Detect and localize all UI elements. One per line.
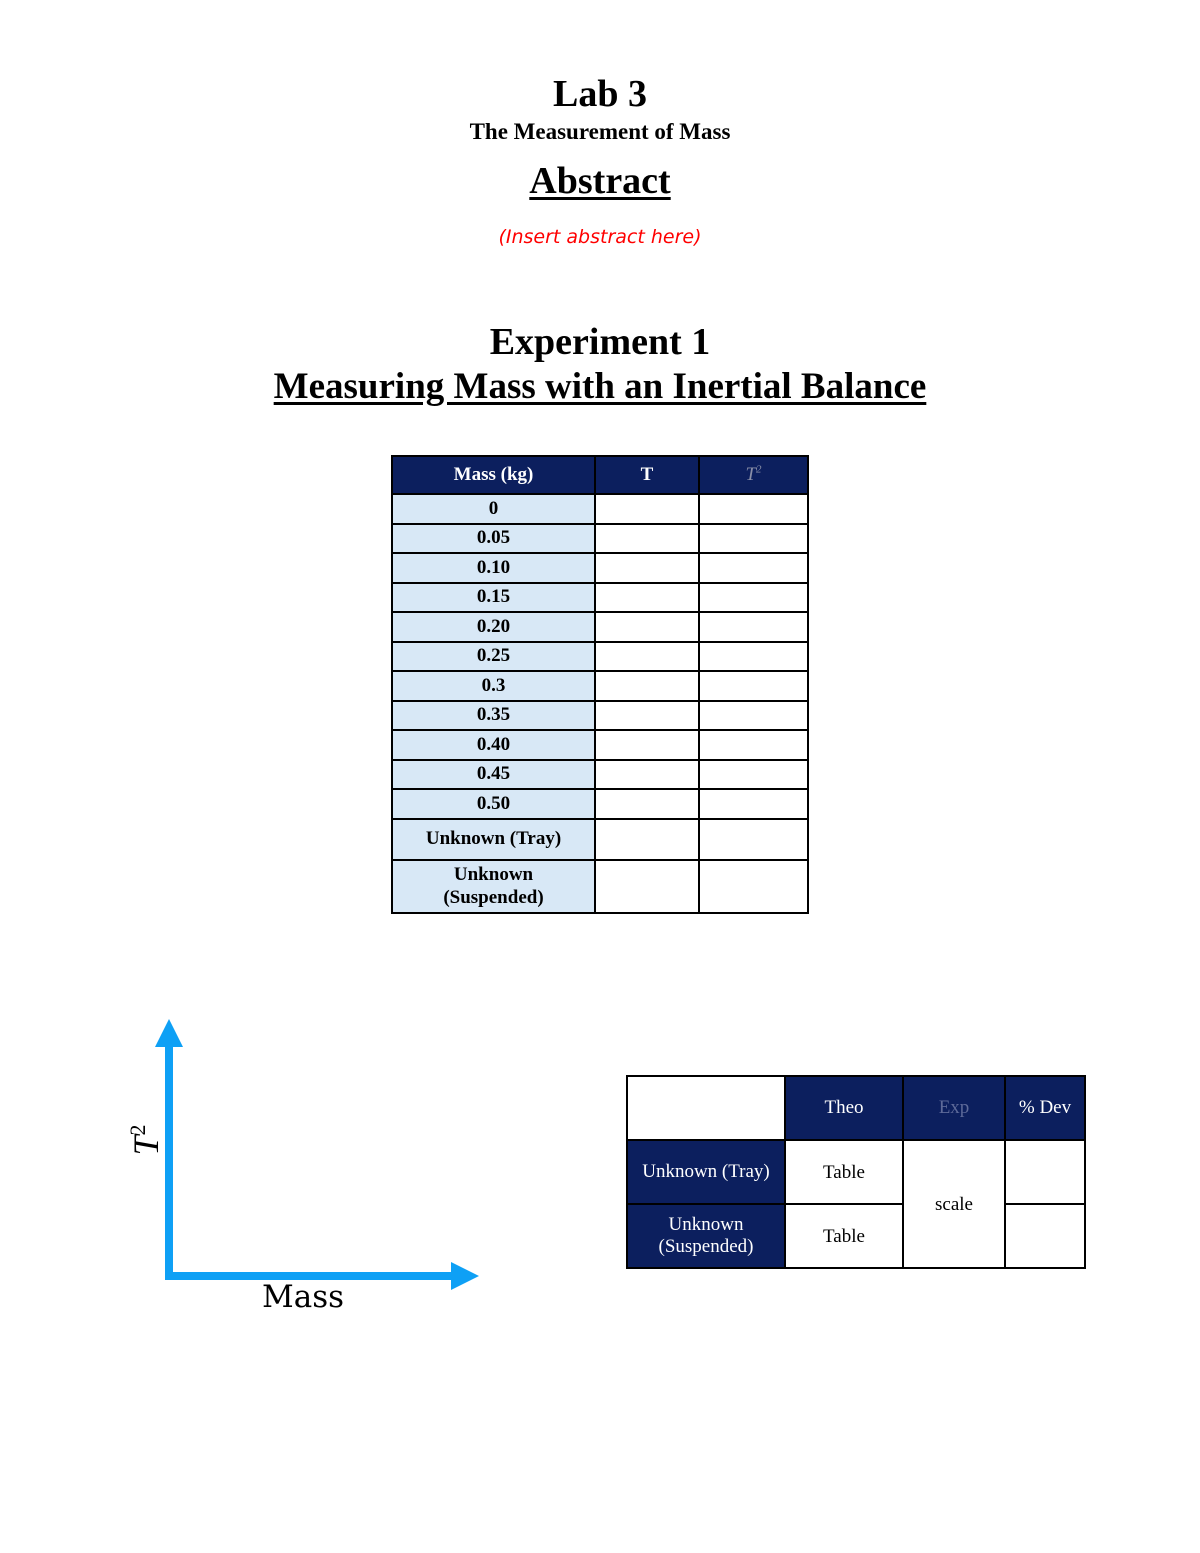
mass-cell: 0.05: [392, 524, 595, 554]
mass-cell: 0.15: [392, 583, 595, 613]
t-cell[interactable]: [595, 701, 699, 731]
table-row-unknown-tray: [392, 819, 808, 860]
table-row: [392, 789, 808, 819]
experiment-title: Experiment 1: [489, 321, 711, 363]
t-cell[interactable]: [595, 612, 699, 642]
tray-theo-cell: Table: [785, 1140, 903, 1204]
t-cell[interactable]: [595, 760, 699, 790]
results-row-suspended: [627, 1204, 1085, 1268]
t-cell[interactable]: [595, 789, 699, 819]
t-squared-cell[interactable]: [699, 494, 808, 524]
results-corner-cell: [627, 1076, 785, 1140]
abstract-heading: Abstract: [529, 160, 671, 202]
lab-title: Lab 3: [553, 73, 647, 115]
experiment-subtitle: Measuring Mass with an Inertial Balance: [273, 366, 927, 407]
t-squared-cell[interactable]: [699, 819, 808, 860]
suspended-dev-cell[interactable]: [1005, 1204, 1085, 1268]
theo-column-header: Theo: [785, 1076, 903, 1140]
t-squared-cell[interactable]: [699, 671, 808, 701]
mass-cell: 0.35: [392, 701, 595, 731]
table-row: [392, 760, 808, 790]
unknown-suspended-label: [627, 1204, 785, 1268]
t-squared-exponent: 2: [756, 463, 762, 476]
t-column-header: T: [595, 456, 699, 494]
x-axis-arrowhead: [451, 1262, 479, 1290]
unknown-suspended-line1: Unknown: [453, 864, 534, 885]
table-row: [392, 701, 808, 731]
y-axis-label-exponent: 2: [125, 1124, 150, 1136]
table-row: [392, 553, 808, 583]
t-squared-cell[interactable]: [699, 524, 808, 554]
t-cell[interactable]: [595, 583, 699, 613]
table-header-row: [392, 456, 808, 494]
mass-period-table: [391, 455, 809, 914]
table-row: [392, 612, 808, 642]
results-header-row: [627, 1076, 1085, 1140]
t-squared-cell[interactable]: [699, 860, 808, 913]
table-row: [392, 671, 808, 701]
mass-column-header: Mass (kg): [392, 456, 595, 494]
mass-cell: 0: [392, 494, 595, 524]
table-row: [392, 730, 808, 760]
results-row-tray: [627, 1140, 1085, 1204]
t-squared-column-header: [699, 456, 808, 494]
t-cell[interactable]: [595, 860, 699, 913]
exp-column-header: Exp: [903, 1076, 1005, 1140]
t-squared-cell[interactable]: [699, 642, 808, 672]
unknown-tray-label: Unknown (Tray): [627, 1140, 785, 1204]
y-axis-arrowhead: [155, 1019, 183, 1047]
t-squared-cell[interactable]: [699, 789, 808, 819]
mass-cell: 0.50: [392, 789, 595, 819]
suspended-label-line1: Unknown: [668, 1214, 744, 1235]
y-axis-line: [165, 1043, 173, 1280]
mass-cell: 0.10: [392, 553, 595, 583]
suspended-label-line2: (Suspended): [658, 1236, 754, 1257]
t-cell[interactable]: [595, 642, 699, 672]
table-row: [392, 583, 808, 613]
y-axis-label-base: T: [126, 1135, 166, 1156]
t-cell[interactable]: [595, 553, 699, 583]
t-cell[interactable]: [595, 819, 699, 860]
t-squared-cell[interactable]: [699, 583, 808, 613]
t-squared-base: T: [745, 464, 757, 486]
suspended-theo-cell: Table: [785, 1204, 903, 1268]
t-cell[interactable]: [595, 671, 699, 701]
lab-subtitle: The Measurement of Mass: [469, 119, 731, 144]
t-squared-vs-mass-axes: [120, 1015, 490, 1315]
unknown-suspended-cell: [392, 860, 595, 913]
tray-dev-cell[interactable]: [1005, 1140, 1085, 1204]
mass-cell: 0.40: [392, 730, 595, 760]
mass-cell: 0.3: [392, 671, 595, 701]
exp-cell: scale: [903, 1140, 1005, 1268]
unknown-tray-cell: Unknown (Tray): [392, 819, 595, 860]
table-row: [392, 642, 808, 672]
abstract-placeholder[interactable]: (Insert abstract here): [498, 226, 702, 248]
t-squared-cell[interactable]: [699, 553, 808, 583]
t-squared-cell[interactable]: [699, 612, 808, 642]
y-axis-label: [118, 1120, 166, 1160]
t-squared-cell[interactable]: [699, 730, 808, 760]
dev-column-header: % Dev: [1005, 1076, 1085, 1140]
table-row-unknown-suspended: [392, 860, 808, 913]
table-row: [392, 494, 808, 524]
t-squared-cell[interactable]: [699, 760, 808, 790]
t-squared-cell[interactable]: [699, 701, 808, 731]
mass-cell: 0.20: [392, 612, 595, 642]
mass-cell: 0.25: [392, 642, 595, 672]
mass-cell: 0.45: [392, 760, 595, 790]
results-table: [626, 1075, 1086, 1269]
t-cell[interactable]: [595, 524, 699, 554]
x-axis-label: Mass: [262, 1279, 345, 1315]
unknown-suspended-line2: (Suspended): [443, 887, 544, 908]
t-cell[interactable]: [595, 730, 699, 760]
t-cell[interactable]: [595, 494, 699, 524]
table-row: [392, 524, 808, 554]
